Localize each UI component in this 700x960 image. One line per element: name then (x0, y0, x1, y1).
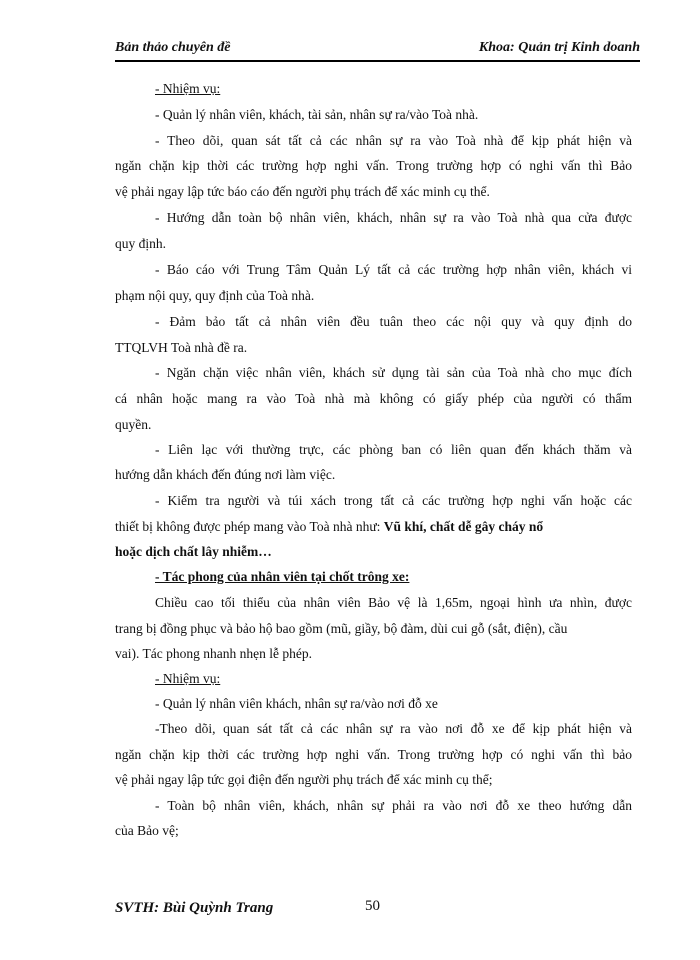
text-line: - Liên lạc với thường trực, các phòng ban có liên quan đến khách thăm và (155, 442, 632, 457)
header-right: Khoa: Quản trị Kinh doanh (478, 40, 640, 55)
text-line: TTQLVH Toà nhà đề ra. (115, 340, 248, 355)
text-line: vệ phải ngay lập tức báo cáo đến người phụ trách để xác minh cụ thể. (115, 184, 490, 199)
text-line: -Theo dõi, quan sát tất cả các nhân sự ra vào nơi đỗ xe để kịp phát hiện và (155, 721, 632, 736)
text-line: vai). Tác phong nhanh nhẹn lễ phép. (115, 646, 312, 661)
text-line: phạm nội quy, quy định của Toà nhà. (115, 288, 315, 303)
bold-segment: Vũ khí, chất dễ gây cháy nổ (383, 519, 544, 534)
text-line: - Hướng dẫn toàn bộ nhân viên, khách, nhân sự ra vào Toà nhà qua cửa được (155, 210, 632, 225)
text-line (115, 518, 632, 536)
text-line: hướng dẫn khách đến đúng nơi làm việc. (115, 467, 336, 482)
footer-author: SVTH: Bùi Quỳnh Trang (115, 900, 274, 916)
text-line: - Quản lý nhân viên, khách, tài sản, nhân sự ra/vào Toà nhà. (155, 107, 479, 122)
text-line: cá nhân hoặc mang ra vào Toà nhà mà không có giấy phép của người có thẩm (115, 391, 632, 406)
header-left: Bản thảo chuyên đề (115, 40, 231, 55)
text-line: của Bảo vệ; (115, 823, 179, 838)
text-line: - Nhiệm vụ: (155, 81, 221, 96)
text-line: - Đảm bảo tất cả nhân viên đều tuân theo các nội quy và quy định do (155, 314, 632, 329)
text-line: quy định. (115, 236, 167, 251)
text-line-bold: hoặc dịch chất lây nhiễm… (115, 544, 272, 559)
text-line: ngăn chặn kịp thời các trường hợp nghi vấn. Trong trường hợp có nghi vấn thì bảo (115, 747, 632, 762)
text-line: vệ phải ngay lập tức gọi điện đến người phụ trách để xác minh cụ thể; (115, 772, 493, 787)
text-line: quyền. (115, 417, 152, 432)
text-line: - Toàn bộ nhân viên, khách, nhân sự phải ra vào nơi đỗ xe theo hướng dẫn (155, 798, 632, 813)
text-line: trang bị đồng phục và bảo hộ bao gồm (mũ, giầy, bộ đàm, dùi cui gỗ (sắt, điện), cầu (115, 621, 568, 636)
text-line: - Báo cáo với Trung Tâm Quản Lý tất cả các trường hợp nhân viên, khách vi (155, 262, 632, 277)
text-line: - Quản lý nhân viên khách, nhân sự ra/vào nơi đỗ xe (155, 696, 438, 711)
text-line: - Ngăn chặn việc nhân viên, khách sử dụng tài sản của Toà nhà cho mục đích (155, 365, 632, 380)
text-line: ngăn chặn kịp thời các trường hợp nghi vấn. Trong trường hợp có nghi vấn thì Bảo (115, 158, 632, 173)
page-header (115, 40, 640, 62)
text-line: - Kiểm tra người và túi xách trong tất cả các trường hợp nghi vấn hoặc các (155, 493, 632, 508)
text-segment: thiết bị không được phép mang vào Toà nhà như: (115, 519, 384, 534)
text-line: - Theo dõi, quan sát tất cả các nhân sự ra vào Toà nhà để kịp phát hiện và (155, 133, 632, 148)
page-number: 50 (365, 898, 380, 914)
text-line: - Nhiệm vụ: (155, 671, 221, 686)
text-line: Chiều cao tối thiểu của nhân viên Bảo vệ là 1,65m, ngoại hình ưa nhìn, được (155, 595, 632, 610)
section-heading: - Tác phong của nhân viên tại chốt trông xe: (155, 569, 410, 584)
